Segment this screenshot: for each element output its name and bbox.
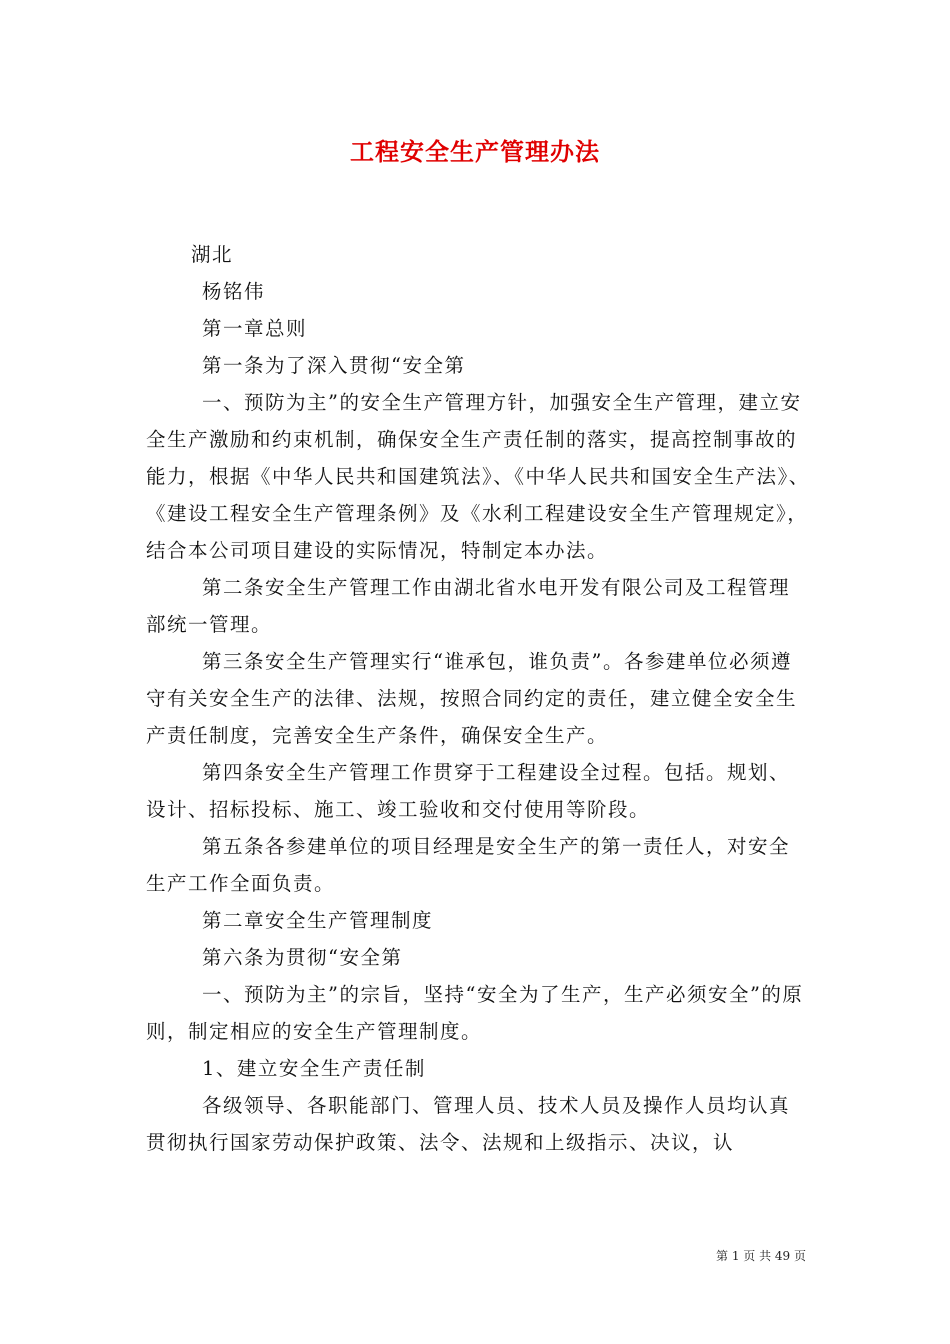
paragraph: 第六条为贯彻“安全第 — [202, 946, 403, 969]
document-title: 工程安全生产管理办法 — [350, 137, 600, 166]
paragraph: 一、预防为主”的宗旨，坚持“安全为了生产，生产必须安全”的原则，制定相应的安全生产管理制度。 — [146, 983, 804, 1043]
paragraph: 第五条各参建单位的项目经理是安全生产的第一责任人，对安全生产工作全面负责。 — [146, 835, 791, 895]
chapter-heading-2: 第二章安全生产管理制度 — [202, 909, 434, 932]
paragraph-location: 湖北 — [191, 243, 234, 266]
paragraph: 第二条安全生产管理工作由湖北省水电开发有限公司及工程管理部统一管理。 — [146, 576, 791, 636]
document-body — [146, 236, 810, 1161]
paragraph: 各级领导、各职能部门、管理人员、技术人员及操作人员均认真贯彻执行国家劳动保护政策、法令、法规和上级指示、决议，认 — [146, 1094, 791, 1154]
paragraph-author: 杨铭伟 — [202, 280, 266, 303]
chapter-heading-1: 第一章总则 — [202, 317, 308, 340]
paragraph: 一、预防为主”的安全生产管理方针，加强安全生产管理，建立安全生产激励和约束机制，确保安全生产责任制的落实，提高控制事故的能力，根据《中华人民共和国建筑法》、《中华人民共和国安全生产法》、《建设工程安全生产管理条例》及《水利工程建设安全生产管理规定》，结合本公司项目建设的实际情况，特制定本办法。 — [146, 391, 810, 562]
paragraph: 第一条为了深入贯彻“安全第 — [202, 354, 466, 377]
paragraph: 第三条安全生产管理实行“谁承包，谁负责”。各参建单位必须遵守有关安全生产的法律、法规，按照合同约定的责任，建立健全安全生产责任制度，完善安全生产条件，确保安全生产。 — [146, 650, 798, 747]
paragraph: 第四条安全生产管理工作贯穿于工程建设全过程。包括。规划、设计、招标投标、施工、竣工验收和交付使用等阶段。 — [146, 761, 791, 821]
page-number: 第 1 页 共 49 页 — [716, 1249, 806, 1263]
paragraph: 1、建立安全生产责任制 — [202, 1057, 426, 1080]
